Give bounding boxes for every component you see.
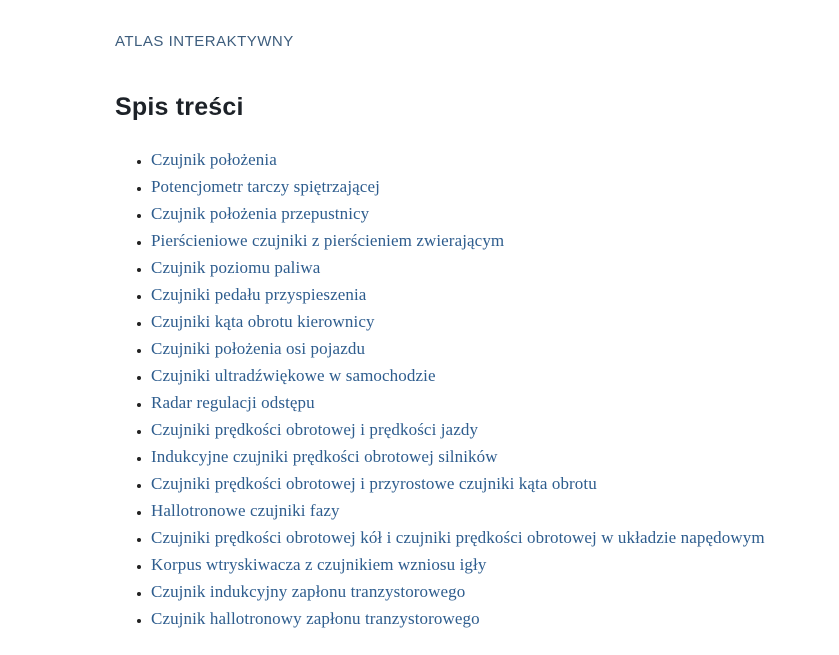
toc-item-link[interactable]: Czujniki kąta obrotu kierownicy bbox=[151, 312, 375, 331]
toc-item bbox=[151, 416, 781, 443]
toc-item-link[interactable]: Czujniki prędkości obrotowej i przyrostowe czujniki kąta obrotu bbox=[151, 474, 597, 493]
site-brand-link[interactable]: ATLAS INTERAKTYWNY bbox=[115, 33, 294, 50]
toc-item-link[interactable]: Czujniki prędkości obrotowej i prędkości jazdy bbox=[151, 420, 479, 439]
toc-item-link[interactable]: Radar regulacji odstępu bbox=[151, 393, 315, 412]
toc-item-link[interactable]: Hallotronowe czujniki fazy bbox=[151, 501, 340, 520]
page-title: Spis treści bbox=[115, 93, 244, 121]
toc-item-link[interactable]: Czujniki prędkości obrotowej kół i czujniki prędkości obrotowej w układzie napędowym bbox=[151, 528, 765, 547]
toc-item-link[interactable]: Czujniki ultradźwiękowe w samochodzie bbox=[151, 366, 436, 385]
toc-item-link[interactable]: Potencjometr tarczy spiętrzającej bbox=[151, 177, 380, 196]
toc-item-link[interactable]: Czujnik hallotronowy zapłonu tranzystorowego bbox=[151, 609, 480, 628]
toc-item-link[interactable]: Pierścieniowe czujniki z pierścieniem zwierającym bbox=[151, 231, 505, 250]
toc-item-link[interactable]: Czujnik poziomu paliwa bbox=[151, 258, 321, 277]
toc-item bbox=[151, 443, 781, 470]
toc-item-link[interactable]: Czujnik położenia przepustnicy bbox=[151, 204, 370, 223]
toc-item bbox=[151, 497, 781, 524]
toc-item bbox=[151, 227, 781, 254]
toc-list bbox=[115, 146, 799, 632]
toc-item bbox=[151, 308, 781, 335]
toc-item bbox=[151, 389, 781, 416]
toc-item bbox=[151, 335, 781, 362]
toc-item bbox=[151, 524, 781, 551]
toc-item bbox=[151, 578, 781, 605]
toc-item bbox=[151, 470, 781, 497]
toc-item bbox=[151, 146, 781, 173]
toc-item bbox=[151, 362, 781, 389]
toc-item-link[interactable]: Czujniki położenia osi pojazdu bbox=[151, 339, 366, 358]
toc-item-link[interactable]: Czujnik indukcyjny zapłonu tranzystorowego bbox=[151, 582, 466, 601]
toc-item bbox=[151, 551, 781, 578]
toc-item bbox=[151, 254, 781, 281]
toc-item-link[interactable]: Korpus wtryskiwacza z czujnikiem wzniosu igły bbox=[151, 555, 487, 574]
toc-item bbox=[151, 173, 781, 200]
toc-item bbox=[151, 200, 781, 227]
toc-item-link[interactable]: Indukcyjne czujniki prędkości obrotowej silników bbox=[151, 447, 498, 466]
toc-item-link[interactable]: Czujnik położenia bbox=[151, 150, 277, 169]
toc-item bbox=[151, 281, 781, 308]
toc-item-link[interactable]: Czujniki pedału przyspieszenia bbox=[151, 285, 367, 304]
toc-item bbox=[151, 605, 781, 632]
